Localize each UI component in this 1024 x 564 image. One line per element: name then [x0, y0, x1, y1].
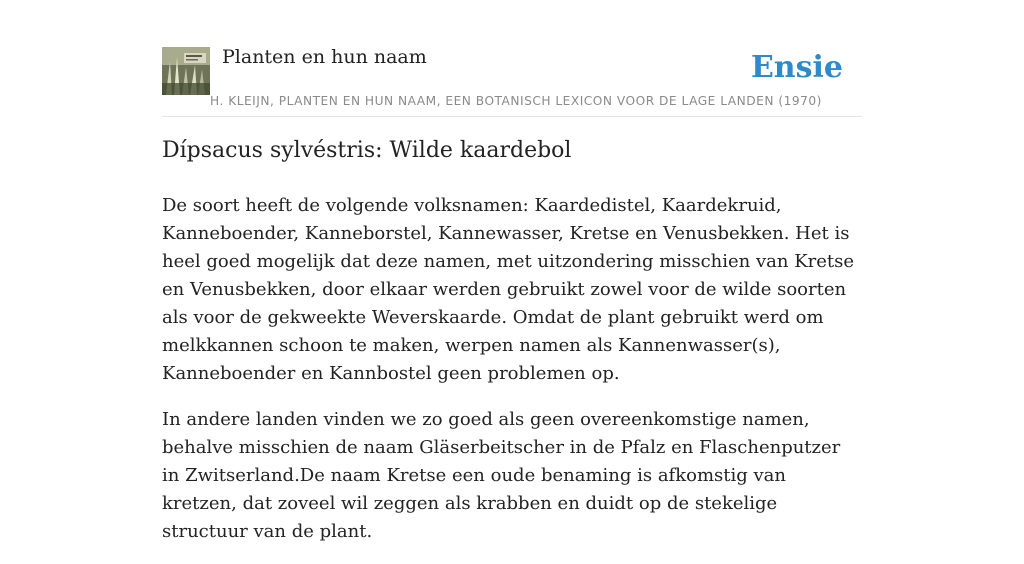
article-body — [162, 192, 862, 564]
book-cover-avatar[interactable] — [162, 47, 210, 95]
article-paragraph: In andere landen vinden we zo goed als geen overeenkomstige namen, behalve misschien de naam Gläserbeitscher in de Pfalz en Flaschenputzer in Zwitserland.De naam Kretse een oude benaming is afkomstig van kretzen, dat zoveel wil zeggen als krabben en duidt op de stekelige structuur van de plant. — [162, 409, 841, 542]
book-cover-icon — [162, 47, 210, 95]
article-paragraph: De soort heeft de volgende volksnamen: Kaardedistel, Kaardekruid, Kanneboender, Kanneborstel, Kannewasser, Kretse en Venusbekken. Het is heel goed mogelijk dat deze namen, met uitzondering misschien van Kretse en Venusbekken, door elkaar werden gebruikt zowel voor de wilde soorten als voor de gekweekte Weverskaarde. Omdat de plant gebruikt werd om melkkannen schoon te maken, werpen namen als Kannenwasser(s), Kanneboender en Kannbostel geen problemen op. — [162, 195, 855, 384]
book-title[interactable]: Planten en hun naam — [222, 46, 427, 68]
ensie-logo-link[interactable]: Ensie — [750, 50, 843, 85]
header — [162, 44, 862, 117]
source-citation: H. KLEIJN, PLANTEN EN HUN NAAM, EEN BOTANISCH LEXICON VOOR DE LAGE LANDEN (1970) — [210, 94, 822, 108]
entry-title: Dípsacus sylvéstris: Wilde kaardebol — [162, 138, 572, 163]
